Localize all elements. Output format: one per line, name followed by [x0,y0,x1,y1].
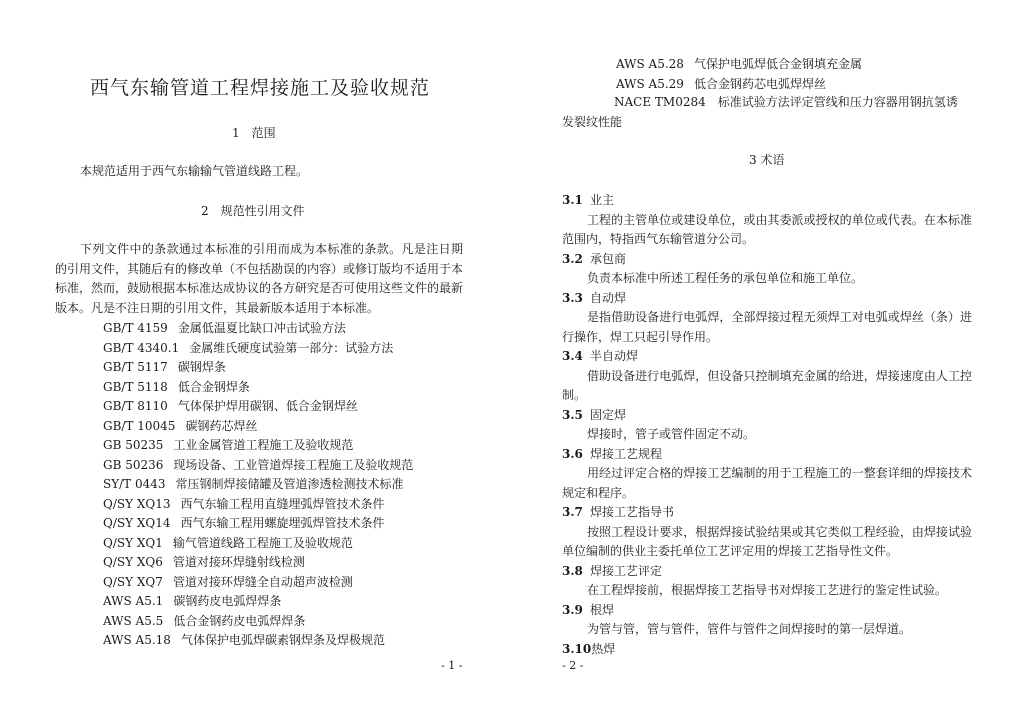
term-heading [562,289,972,309]
reference-code: GB/T 10045 [103,418,176,433]
reference-item [103,397,503,417]
term-number: 3.1 [562,193,583,207]
reference-item [103,319,503,339]
term-heading [562,250,972,270]
reference-code: AWS A5.1 [103,594,164,608]
reference-item [616,55,862,75]
term-heading [562,503,972,523]
reference-code: GB/T 4159 [103,321,168,335]
term-entry [562,562,972,601]
reference-list-continued [616,55,862,94]
reference-title: 金属维氏硬度试验第一部分：试验方法 [189,340,394,355]
page-number-right: - 2 - [562,659,584,672]
term-definition: 为管与管，管与管件，管件与管件之间焊接时的第一层焊道。 [587,622,912,636]
term-definition: 按照工程设计要求，根据焊接试验结果或其它类似工程经验，由焊接试验单位编制的供业主委托单位工艺评定用的焊接工艺指导性文件。 [562,524,972,558]
section-1-heading: 1 范围 [232,126,276,140]
term-heading [562,406,972,426]
reference-title: 金属低温夏比缺口冲击试验方法 [177,321,346,335]
reference-title: 西气东输工程用螺旋埋弧焊管技术条件 [180,516,385,530]
reference-code: Q/SY XQ13 [103,496,171,511]
reference-item [103,475,503,495]
reference-item [103,339,503,359]
page-number-left: - 1 - [441,659,463,672]
reference-title: 低合金钢焊条 [177,379,250,394]
reference-code: Q/SY XQ6 [103,555,163,569]
term-heading [562,191,972,211]
reference-code: GB/T 5118 [103,379,168,394]
term-entry [562,640,972,660]
reference-item [103,592,503,612]
term-name: 自动焊 [590,290,627,305]
section-2-intro: 下列文件中的条款通过本标准的引用而成为本标准的条款。凡是注日期的引用文件，其随后有的修改单（不包括勘误的内容）或修订版均不适用于本标准，然而，鼓励根据本标准达成协议的各方研究是否可使用这些文件的最新版本。凡是不注日期的引用文件，其最新版本适用于本标准。 [55,242,464,315]
reference-item [103,495,503,515]
reference-title: 低合金钢药皮电弧焊焊条 [173,613,306,628]
reference-title: 现场设备、工业管道焊接工程施工及验收规范 [173,457,414,472]
term-name: 业主 [590,193,615,207]
term-number: 3.4 [562,349,583,363]
reference-title: 气体保护电弧焊碳素钢焊条及焊极规范 [180,633,385,647]
reference-title: 管道对接环焊缝射线检测 [172,555,305,569]
term-entry [562,191,972,250]
term-number: 3.7 [562,505,583,519]
term-number: 3.5 [562,407,583,422]
reference-title: 西气东输工程用直缝埋弧焊管技术条件 [180,496,385,511]
reference-item [103,553,503,573]
term-entry [562,289,972,348]
reference-item [103,358,503,378]
reference-item [103,514,503,534]
term-entry [562,406,972,445]
reference-title: 碳钢药皮电弧焊焊条 [173,594,282,608]
term-name: 焊接工艺评定 [590,563,663,578]
term-heading [562,601,972,621]
term-entry [562,347,972,406]
reference-title: 气体保护焊用碳钢、低合金钢焊丝 [177,399,358,413]
nace-reference-continuation: 发裂纹性能 [562,115,623,129]
term-definition: 负责本标准中所述工程任务的承包单位和施工单位。 [587,271,864,285]
term-entry [562,250,972,289]
reference-code: AWS A5.18 [103,633,171,647]
term-definition: 在工程焊接前，根据焊接工艺指导书对焊接工艺进行的鉴定性试验。 [587,583,948,597]
term-definition: 用经过评定合格的焊接工艺编制的用于工程施工的一整套详细的焊接技术规定和程序。 [562,466,972,500]
reference-item [103,436,503,456]
term-number: 3.9 [562,602,583,617]
reference-item [103,612,503,632]
reference-code: Q/SY XQ1 [103,535,163,550]
reference-code: AWS A5.29 [616,76,684,91]
term-name: 焊接工艺指导书 [590,505,675,519]
reference-item [103,631,503,651]
reference-item [103,573,503,593]
term-number: 3.8 [562,563,583,578]
term-number: 3.2 [562,251,583,266]
right-page [512,0,1024,724]
term-name: 根焊 [590,602,615,617]
reference-title: 低合金钢药芯电弧焊焊丝 [693,76,826,91]
reference-code: SY/T 0443 [103,477,166,491]
term-definition: 工程的主管单位或建设单位，或由其委派或授权的单位或代表。在本标准范围内，特指西气东输管道分公司。 [562,212,972,246]
section-3-heading: 3 术语 [749,153,785,167]
section-2-heading: 2 规范性引用文件 [201,204,305,218]
term-heading [562,640,972,660]
reference-title: 碳钢焊条 [177,360,226,374]
reference-title: 管道对接环焊缝全自动超声波检测 [172,574,353,589]
term-name: 承包商 [590,251,627,266]
term-heading [562,562,972,582]
term-definition: 是指借助设备进行电弧焊，全部焊接过程无须焊工对电弧或焊丝（条）进行操作，焊工只起引导作用。 [562,310,972,344]
reference-code: GB/T 4340.1 [103,340,180,355]
reference-item [103,378,503,398]
reference-list [103,319,503,651]
reference-title: 碳钢药芯焊丝 [185,418,258,433]
term-heading [562,347,972,367]
reference-title: 工业金属管道工程施工及验收规范 [173,438,354,452]
term-definition: 借助设备进行电弧焊，但设备只控制填充金属的给进，焊接速度由人工控制。 [562,368,972,402]
section-1-body: 本规范适用于西气东输输气管道线路工程。 [80,164,309,178]
reference-item [103,534,503,554]
reference-title: 输气管道线路工程施工及验收规范 [172,535,353,550]
term-entry [562,503,972,562]
reference-code: Q/SY XQ14 [103,516,171,530]
reference-code: AWS A5.5 [103,613,164,628]
term-name: 焊接工艺规程 [590,446,663,461]
term-name: 热焊 [591,641,616,656]
reference-code: GB/T 5117 [103,360,168,374]
reference-item [103,456,503,476]
term-entry [562,601,972,640]
reference-code: GB 50236 [103,457,164,472]
term-entry [562,445,972,504]
term-number: 3.3 [562,290,583,305]
term-number: 3.10 [562,641,592,656]
reference-title: 气保护电弧焊低合金钢填充金属 [693,57,862,71]
reference-title: 常压钢制焊接储罐及管道渗透检测技术标准 [175,477,404,491]
reference-item [103,417,503,437]
term-name: 固定焊 [590,407,627,422]
document-title: 西气东输管道工程焊接施工及验收规范 [90,77,431,99]
reference-code: Q/SY XQ7 [103,574,163,589]
term-number: 3.6 [562,446,583,461]
term-heading [562,445,972,465]
nace-reference-line: NACE TM0284 标准试验方法评定管线和压力容器用钢抗氢诱 [614,95,958,109]
term-definition: 焊接时，管子或管件固定不动。 [587,427,756,441]
reference-code: AWS A5.28 [616,57,684,71]
reference-item [616,75,862,95]
reference-code: GB/T 8110 [103,399,168,413]
terms-list [562,191,972,659]
reference-code: GB 50235 [103,438,164,452]
term-name: 半自动焊 [590,349,639,363]
